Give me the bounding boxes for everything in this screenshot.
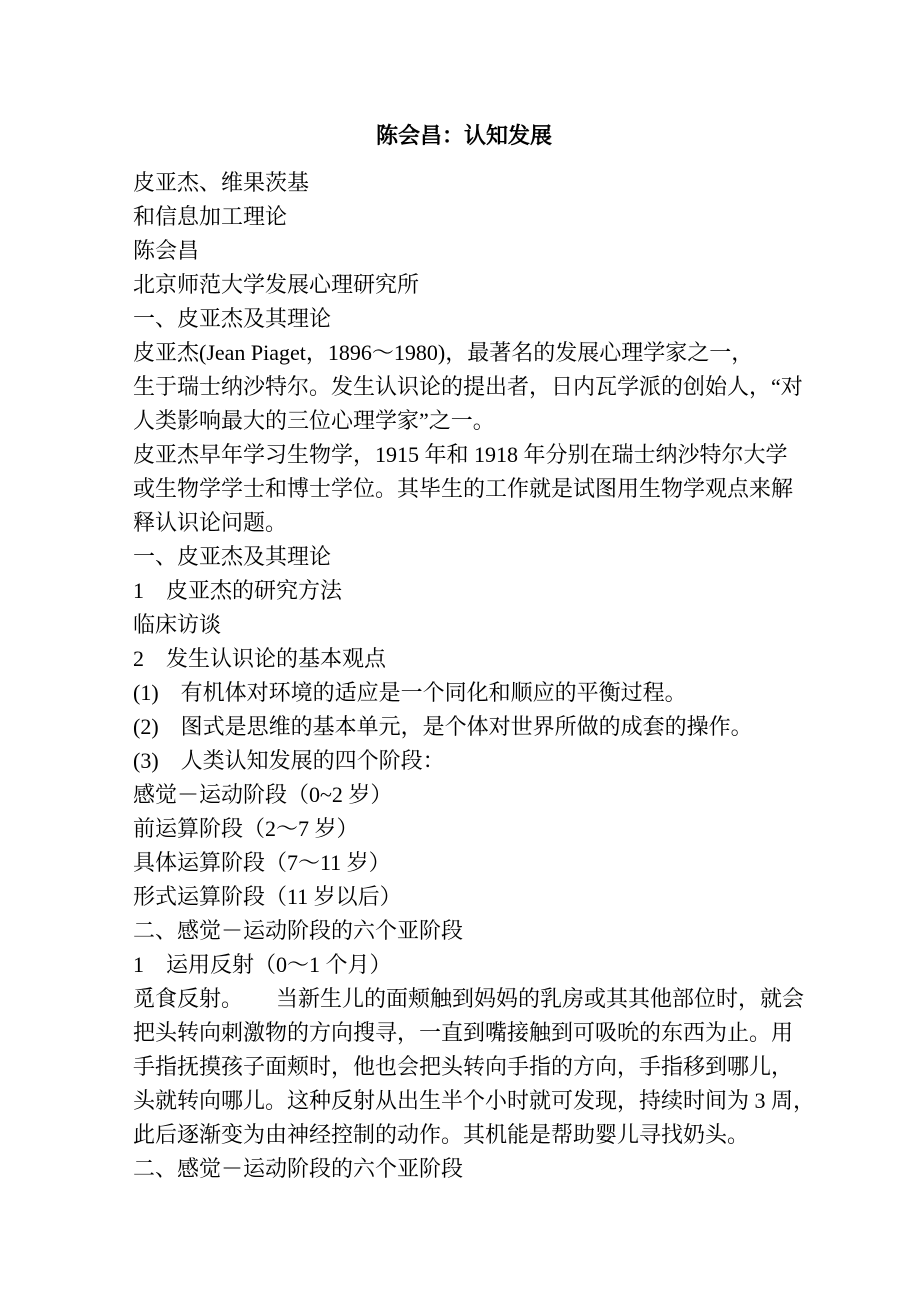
text-line: 觅食反射。 当新生儿的面颊触到妈妈的乳房或其其他部位时，就会 (133, 986, 805, 1011)
document-content (133, 121, 816, 1186)
text-line: 北京师范大学发展心理研究所 (133, 272, 420, 297)
text-line: 和信息加工理论 (133, 204, 288, 229)
text-line: 1 皮亚杰的研究方法 (133, 578, 343, 603)
text-line: 2 发生认识论的基本观点 (133, 646, 387, 671)
text-line: 把头转向刺激物的方向搜寻，一直到嘴接触到可吸吮的东西为止。用 (133, 1020, 794, 1045)
text-line: 此后逐渐变为由神经控制的动作。其机能是帮助婴儿寻找奶头。 (133, 1122, 750, 1147)
text-line: 生于瑞士纳沙特尔。发生认识论的提出者，日内瓦学派的创始人，“对 (133, 374, 803, 399)
text-line: 头就转向哪儿。这种反射从出生半个小时就可发现，持续时间为 3 周， (133, 1088, 816, 1113)
document-body (133, 166, 816, 1186)
text-line: 皮亚杰、维果茨基 (133, 170, 310, 195)
text-line: (1) 有机体对环境的适应是一个同化和顺应的平衡过程。 (133, 680, 687, 705)
text-line: (3) 人类认知发展的四个阶段： (133, 748, 445, 773)
text-line: 释认识论问题。 (133, 510, 288, 535)
text-line: (2) 图式是思维的基本单元，是个体对世界所做的成套的操作。 (133, 714, 753, 739)
text-line: 皮亚杰早年学习生物学，1915 年和 1918 年分别在瑞士纳沙特尔大学 (133, 442, 788, 467)
text-line: 一、皮亚杰及其理论 (133, 544, 332, 569)
text-line: 具体运算阶段（7～11 岁） (133, 850, 391, 875)
text-line: 临床访谈 (133, 612, 222, 637)
text-line: 或生物学学士和博士学位。其毕生的工作就是试图用生物学观点来解 (133, 476, 794, 501)
text-line: 皮亚杰(Jean Piaget，1896～1980)，最著名的发展心理学家之一， (133, 340, 754, 365)
text-line: 二、感觉－运动阶段的六个亚阶段 (133, 918, 464, 943)
text-line: 手指抚摸孩子面颊时，他也会把头转向手指的方向，手指移到哪儿， (133, 1054, 794, 1079)
text-line: 陈会昌 (133, 238, 200, 263)
text-line: 形式运算阶段（11 岁以后） (133, 884, 402, 909)
text-line: 二、感觉－运动阶段的六个亚阶段 (133, 1156, 464, 1181)
document-title: 陈会昌：认知发展 (375, 123, 552, 148)
text-line: 感觉－运动阶段（0~2 岁） (133, 782, 393, 807)
text-line: 一、皮亚杰及其理论 (133, 306, 332, 331)
text-line: 人类影响最大的三位心理学家”之一。 (133, 408, 495, 433)
text-line: 前运算阶段（2～7 岁） (133, 816, 359, 841)
text-line: 1 运用反射（0～1 个月） (133, 952, 392, 977)
